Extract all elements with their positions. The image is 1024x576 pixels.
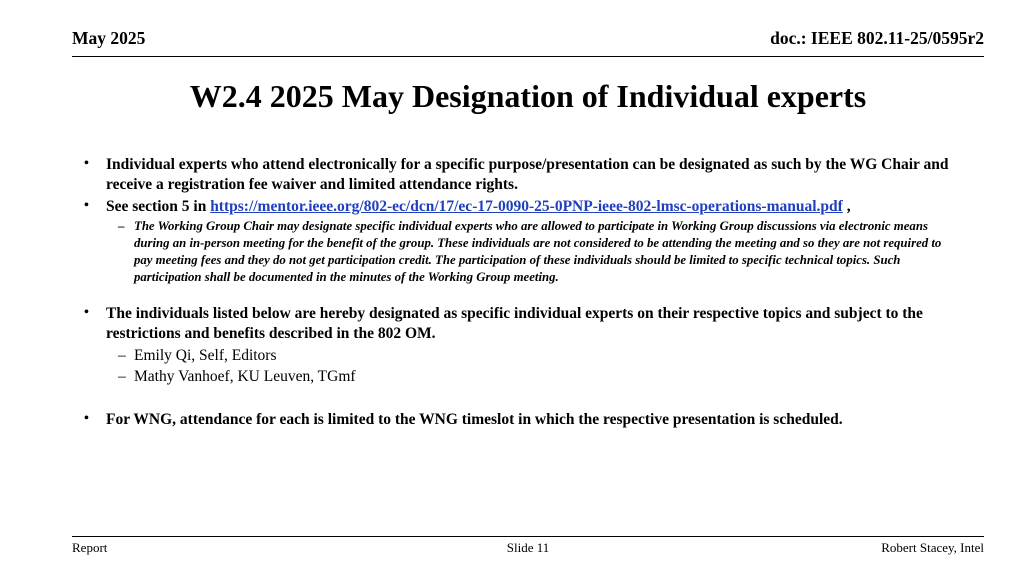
operations-manual-link[interactable]: https://mentor.ieee.org/802-ec/dcn/17/ec-17-0090-25-0PNP-ieee-802-lmsc-operations-manual.pdf: [210, 197, 843, 215]
footer-author: Robert Stacey, Intel: [881, 540, 984, 555]
expert-item-2: [72, 367, 972, 387]
bullet-item-1: [72, 155, 972, 195]
header-document-number: doc.: IEEE 802.11-25/0595r2: [770, 28, 984, 48]
spacer: [72, 286, 972, 304]
sub-note-item: [72, 218, 972, 286]
bullet-marker: •: [84, 156, 89, 171]
bullet-item-3: [72, 304, 972, 344]
bullet-text-2: [106, 197, 972, 217]
slide-footer: [72, 536, 984, 556]
bullet-item-2: [72, 197, 972, 217]
bullet-text-1: Individual experts who attend electronically for a specific purpose/presentation can be designated as such by the WG Chair and receive a registration fee waiver and limited attendance rights.: [106, 156, 949, 193]
bullet-item-4: [72, 410, 972, 430]
bullet-text-3: The individuals listed below are hereby designated as specific individual experts on their respective topics and subject to the restrictions and benefits described in the 802 OM.: [106, 305, 923, 342]
dash-marker: –: [118, 346, 126, 364]
spacer: [72, 388, 972, 410]
slide-header: [72, 28, 984, 57]
bullet-marker: •: [84, 410, 89, 426]
expert-text-1: Emily Qi, Self, Editors: [134, 346, 277, 364]
page-title: W2.4 2025 May Designation of Individual experts: [189, 78, 867, 114]
bullet-2-prefix: See section 5 in: [106, 197, 211, 215]
bullet-marker: •: [84, 305, 89, 321]
footer-left-label: Report: [72, 540, 108, 555]
bullet-marker: •: [84, 197, 89, 213]
dash-marker: –: [118, 367, 126, 385]
bullet-text-4: For WNG, attendance for each is limited to the WNG timeslot in which the respective presentation is scheduled.: [106, 410, 843, 428]
expert-item-1: [72, 346, 972, 366]
slide-number: Slide 11: [506, 540, 550, 555]
bullet-2-suffix: ,: [842, 197, 851, 215]
expert-text-2: Mathy Vanhoef, KU Leuven, TGmf: [134, 367, 356, 385]
sub-note-text: The Working Group Chair may designate specific individual experts who are allowed to participate in Working Group discussions via electronic means during an in-person meeting for the benefit of the group. These individuals are not considered to be attending the meeting and so they are not required to pay meeting fees and they do not get participation credit. The participation of these individuals should be limited to specific technical topics. Such participation shall be documented in the minutes of the Working Group meeting.: [134, 219, 942, 285]
slide-body: [72, 155, 972, 432]
header-date: May 2025: [72, 28, 146, 48]
dash-marker: –: [118, 219, 125, 234]
